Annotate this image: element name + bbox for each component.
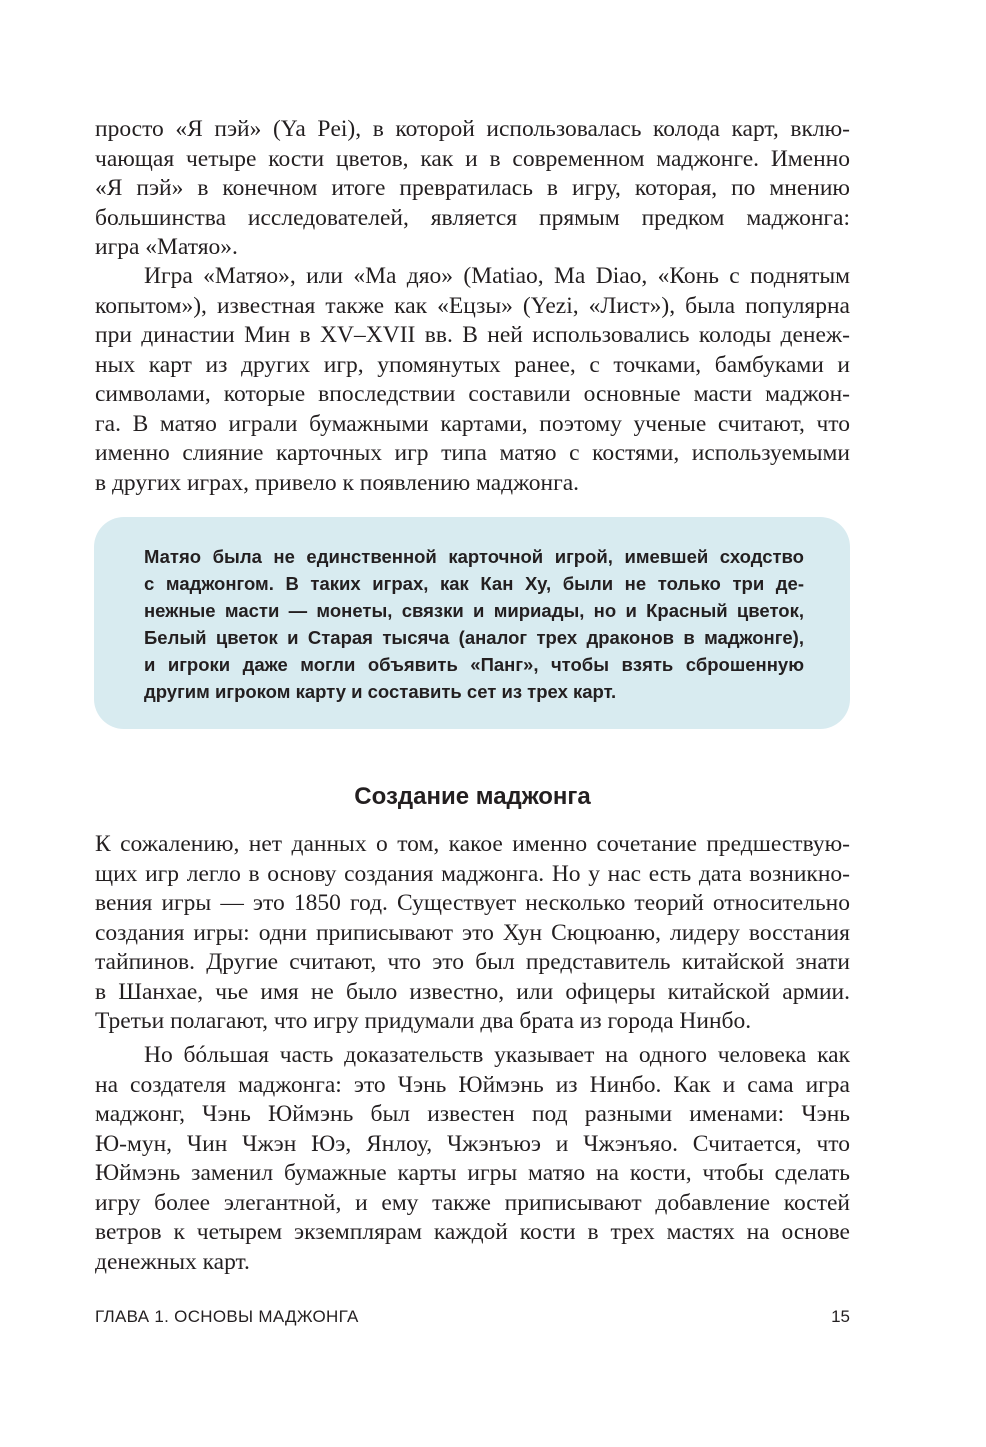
text-line: большинства исследователей, является прямым предком маджонга: [95, 204, 850, 231]
text-line: га. В матяо играли бумажными картами, поэтому ученые считают, что [95, 410, 850, 437]
text-line: денежных карт. [95, 1248, 250, 1275]
text-line: символами, которые впоследствии составили основные масти маджон- [95, 381, 850, 407]
text-line: Но бóльшая часть доказательств указывает на одного человека как [144, 1042, 850, 1068]
text-line: тайпинов. Другие считают, что это был представитель китайской знати [95, 949, 850, 975]
paragraph-4 [95, 1041, 850, 1277]
text-line: Игра «Матяо», или «Ма дяо» (Matiao, Ma Diao, «Конь с поднятым [144, 263, 850, 289]
text-line: на создателя маджонга: это Чэнь Юймэнь из Нинбо. Как и сама игра [95, 1071, 850, 1098]
paragraph-1 [95, 115, 850, 263]
text-line: чающая четыре кости цветов, как и в современном маджонге. Именно [95, 145, 850, 172]
callout-line: Белый цветок и Старая тысяча (аналог трех драконов в маджонге), [144, 627, 804, 648]
running-footer-chapter: ГЛАВА 1. ОСНОВЫ МАДЖОНГА [95, 1307, 359, 1326]
text-line: в других играх, привело к появлению маджонга. [95, 469, 580, 496]
text-line: игру более элегантной, и ему также приписывают добавление костей [95, 1189, 850, 1216]
callout-line: с маджонгом. В таких играх, как Кан Ху, были не только три де- [144, 573, 804, 594]
text-line: ветров к четырем экземплярам каждой кости в трех мастях на основе [95, 1219, 850, 1245]
text-line: в Шанхае, чье имя не было известно, или офицеры китайской армии. [95, 978, 850, 1005]
callout-text [144, 543, 804, 705]
text-line: именно слияние карточных игр типа матяо с костями, используемыми [95, 440, 850, 466]
text-line: создания игры: одни приписывают это Хун Сюцюаню, лидеру восстания [95, 919, 850, 946]
text-line: «Я пэй» в конечном итоге превратилась в игру, которая, по мнению [95, 175, 850, 201]
text-line: К сожалению, нет данных о том, какое именно сочетание предшествую- [95, 831, 850, 857]
text-line: просто «Я пэй» (Ya Pei), в которой использовалась колода карт, вклю- [95, 116, 850, 142]
text-line: копытом»), известная также как «Ецзы» (Yezi, «Лист»), была популярна [95, 292, 850, 319]
text-line: маджонг, Чэнь Юймэнь был известен под разными именами: Чэнь [95, 1101, 850, 1127]
section-heading: Создание маджонга [354, 783, 591, 810]
callout-line: и игроки даже могли объявить «Панг», чтобы взять сброшенную [144, 654, 804, 675]
page-number: 15 [831, 1307, 850, 1326]
text-line: Ю-мун, Чин Чжэн Юэ, Янлоу, Чжэнъюэ и Чжэнъяо. Считается, что [95, 1130, 850, 1157]
text-line: щих игр легло в основу создания маджонга. Но у нас есть дата возникно- [95, 860, 850, 887]
callout-line: нежные масти — монеты, связки и мириады, но и Красный цветок, [144, 600, 804, 621]
text-line: вения игры — это 1850 год. Существует несколько теорий относительно [95, 890, 850, 916]
paragraph-2 [95, 262, 850, 498]
paragraph-3 [95, 830, 850, 1037]
text-line: игра «Матяо». [95, 234, 238, 260]
text-line: ных карт из других игр, упомянутых ранее, с точками, бамбуками и [95, 351, 850, 378]
callout-line: другим игроком карту и составить сет из трех карт. [144, 681, 617, 702]
text-line: Третьи полагают, что игру придумали два брата из города Нинбо. [95, 1008, 752, 1034]
text-line: при династии Мин в XV–XVII вв. В ней использовались колоды денеж- [95, 322, 850, 348]
callout-line: Матяо была не единственной карточной игрой, имевшей сходство [144, 546, 804, 567]
text-line: Юймэнь заменил бумажные карты игры матяо на кости, чтобы сделать [95, 1160, 850, 1186]
